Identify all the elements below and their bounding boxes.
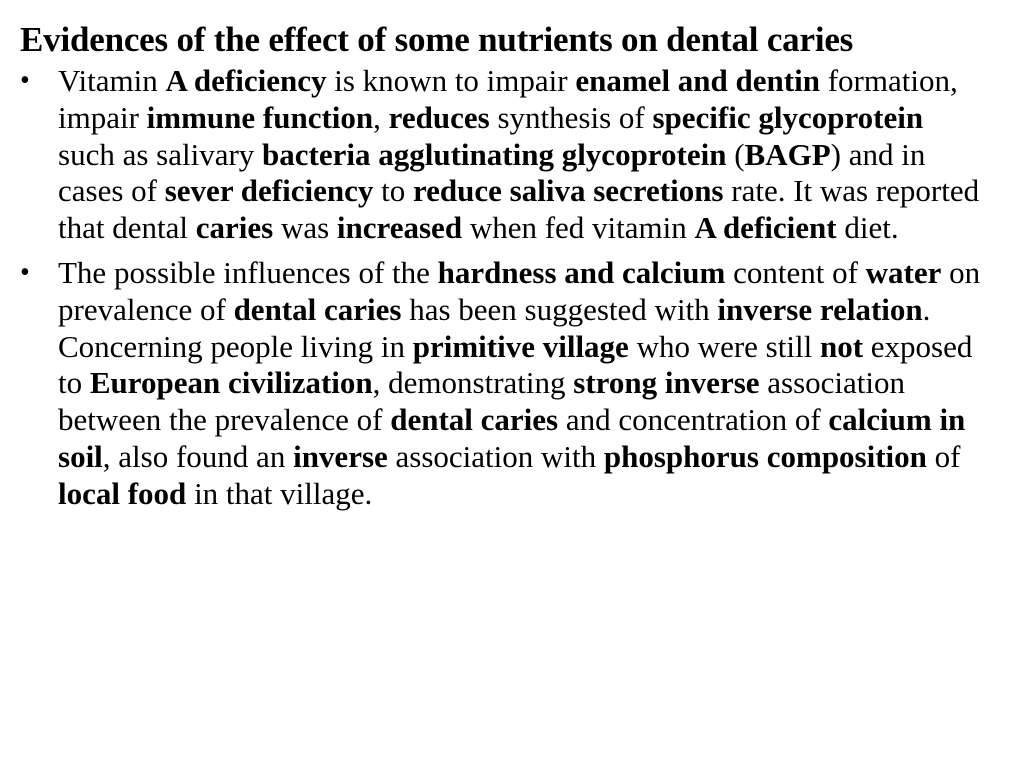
body-text: formation, impair [58, 63, 958, 135]
bold-term: reduce saliva secretions [412, 173, 724, 209]
slide-title: Evidences of the effect of some nutrients on dental caries [20, 20, 854, 59]
bold-term: hardness and calcium [437, 254, 726, 290]
bullet-marker: • [20, 65, 30, 96]
bold-term: increased [336, 210, 463, 246]
bold-term: phosphorus composition [603, 438, 927, 474]
body-text: such as salivary [58, 136, 263, 172]
bold-term: caries [195, 210, 274, 246]
bold-term: immune function [146, 99, 374, 135]
bold-term: A deficient [694, 210, 837, 246]
bullet-marker: • [20, 256, 30, 288]
bold-term: bacteria agglutinating glycoprotein [262, 136, 727, 172]
body-text: association with [387, 438, 604, 474]
body-text: ) and in cases of [58, 136, 926, 209]
bullet-item-water-calcium [20, 255, 984, 513]
body-text: on prevalence of [58, 254, 981, 327]
bold-term: dental caries [390, 402, 559, 438]
bold-term: reduces [388, 99, 490, 135]
bold-term: primitive village [412, 328, 629, 364]
body-text: Vitamin [58, 63, 166, 98]
body-text: diet. [836, 210, 899, 246]
bold-term: BAGP [744, 136, 831, 172]
body-text: and concentration of [558, 402, 829, 438]
body-text: ( [726, 136, 745, 172]
body-text: synthesis of [489, 99, 653, 135]
body-text: to [373, 173, 413, 209]
body-text: when fed vitamin [462, 210, 695, 246]
body-text: . Concerning people living in [58, 291, 931, 364]
bullet-list [20, 63, 984, 513]
body-text: The possible influences of the [58, 254, 438, 290]
bold-term: A deficiency [165, 63, 327, 98]
bold-term: inverse [293, 438, 388, 474]
bold-term: not [819, 328, 864, 364]
bold-term: water [865, 254, 942, 290]
body-text: is known to impair [326, 63, 576, 98]
body-text: has been suggested with [401, 291, 718, 327]
bold-term: local food [58, 475, 187, 511]
bold-term: specific glycoprotein [652, 99, 924, 135]
body-text: association between the prevalence of [58, 365, 906, 438]
bold-term: dental caries [233, 291, 402, 327]
bold-term: inverse relation [717, 291, 923, 327]
bold-term: strong inverse [573, 365, 760, 401]
bold-term: European civilization [89, 365, 373, 401]
bullet-text [58, 255, 980, 511]
body-text: , demonstrating [372, 365, 574, 401]
bold-term: calcium in soil [58, 402, 966, 474]
body-text: was [273, 210, 337, 246]
bold-term: sever deficiency [164, 173, 374, 209]
bold-term: enamel and dentin [575, 63, 820, 98]
bullet-text [58, 63, 979, 245]
body-text: rate. It was reported that dental [58, 173, 980, 246]
body-text: exposed to [58, 328, 973, 401]
body-text: , [373, 99, 389, 135]
body-text: of [926, 438, 961, 474]
body-text: who were still [628, 328, 820, 364]
body-text: content of [725, 254, 866, 290]
body-text: , also found an [102, 438, 294, 474]
bullet-item-vitamin-a [20, 63, 984, 247]
body-text: in that village. [186, 475, 373, 511]
